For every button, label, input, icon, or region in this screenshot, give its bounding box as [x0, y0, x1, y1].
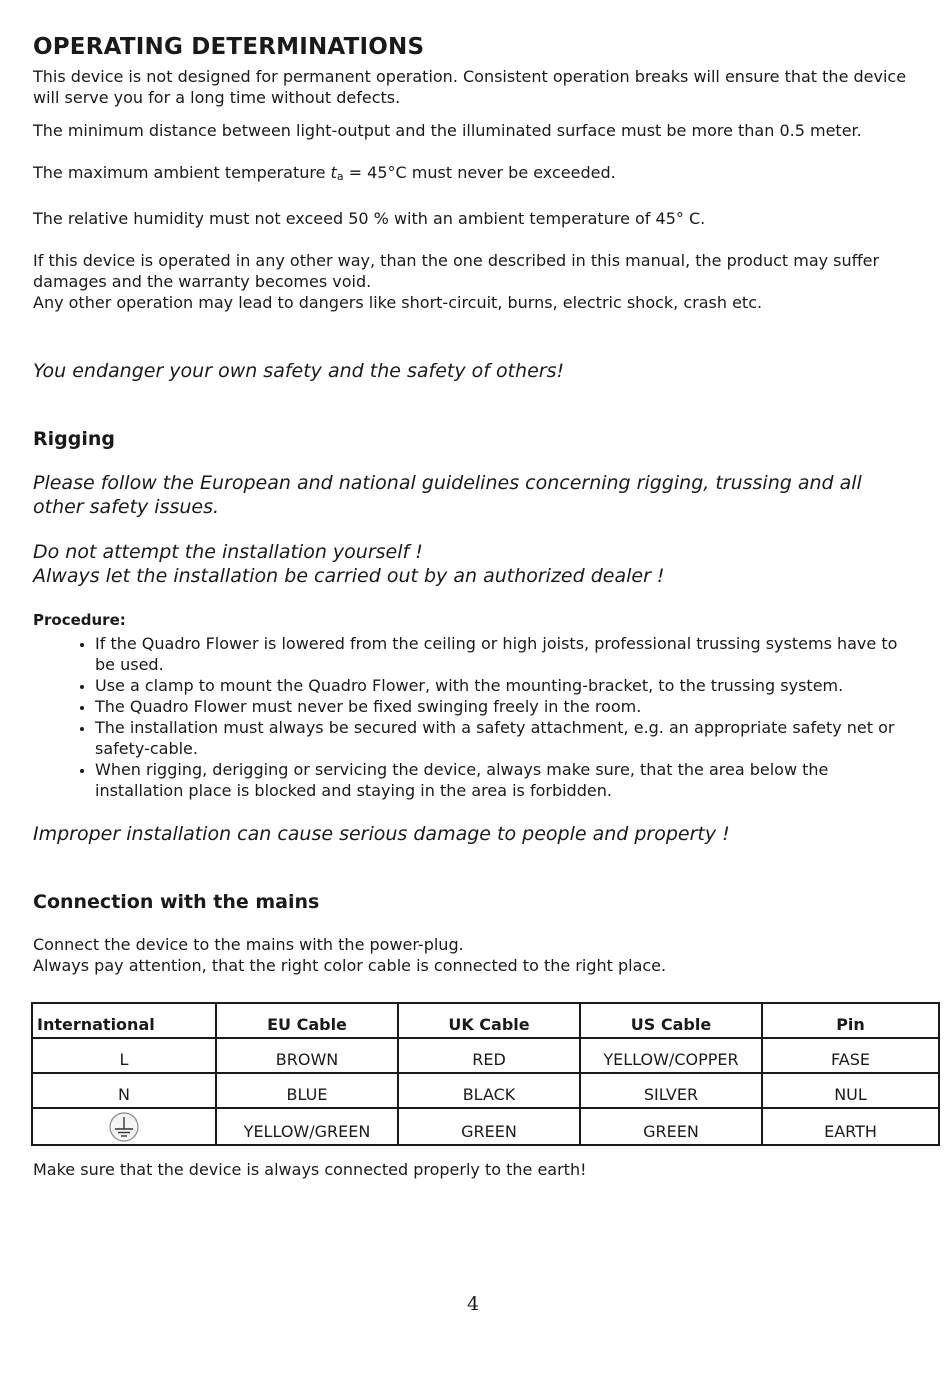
table-cell: GREEN	[580, 1108, 762, 1145]
table-header: International	[32, 1003, 216, 1038]
table-row	[32, 1108, 939, 1145]
mains-title: Connection with the mains	[33, 891, 320, 913]
table-cell	[32, 1108, 216, 1145]
page-number: 4	[466, 1293, 480, 1315]
list-item: • The installation must always be secured with a safety attachment, e.g. an appropriate safety net or safety-cable.	[95, 717, 913, 759]
rigging-warning: Improper installation can cause serious damage to people and property !	[33, 823, 730, 845]
mains-line2: Always pay attention, that the right color cable is connected to the right place.	[33, 956, 667, 975]
mains-footer: Make sure that the device is always connected properly to the earth!	[33, 1160, 587, 1179]
table-cell: RED	[398, 1038, 580, 1073]
table-cell: EARTH	[762, 1108, 939, 1145]
list-item: • If the Quadro Flower is lowered from the ceiling or high joists, professional trussing systems have to be used.	[95, 633, 913, 675]
table-header-row	[32, 1003, 939, 1038]
rigging-warn2: Always let the installation be carried out by an authorized dealer !	[33, 565, 665, 587]
operating-p4: The relative humidity must not exceed 50 % with an ambient temperature of 45° C.	[33, 209, 706, 228]
list-item: • The Quadro Flower must never be fixed swinging freely in the room.	[95, 696, 913, 717]
rigging-warn1: Do not attempt the installation yourself !	[33, 541, 423, 563]
operating-title: OPERATING DETERMINATIONS	[33, 34, 425, 60]
table-cell: GREEN	[398, 1108, 580, 1145]
table-cell: L	[32, 1038, 216, 1073]
table-cell: YELLOW/GREEN	[216, 1108, 398, 1145]
operating-warning: You endanger your own safety and the safety of others!	[33, 360, 565, 382]
list-item: • When rigging, derigging or servicing the device, always make sure, that the area below the installation place is blocked and staying in the area is forbidden.	[95, 759, 913, 801]
cable-table	[31, 1002, 940, 1146]
operating-p5: If this device is operated in any other way, than the one described in this manual, the product may suffer damages and the warranty becomes void.	[33, 251, 880, 291]
table-cell: BLACK	[398, 1073, 580, 1108]
table-row	[32, 1073, 939, 1108]
table-cell: NUL	[762, 1073, 939, 1108]
earth-ground-icon	[107, 1112, 141, 1142]
table-cell: N	[32, 1073, 216, 1108]
operating-p1: This device is not designed for permanent operation. Consistent operation breaks will ensure that the device will serve you for a long time without defects.	[33, 67, 907, 107]
table-row	[32, 1038, 939, 1073]
page-content	[33, 34, 913, 976]
table-cell: BROWN	[216, 1038, 398, 1073]
operating-p6: Any other operation may lead to dangers like short-circuit, burns, electric shock, crash etc.	[33, 293, 763, 312]
operating-p2: The minimum distance between light-output and the illuminated surface must be more than 0.5 meter.	[33, 121, 862, 140]
table-header: US Cable	[580, 1003, 762, 1038]
table-cell: BLUE	[216, 1073, 398, 1108]
table-cell: YELLOW/COPPER	[580, 1038, 762, 1073]
table-header: Pin	[762, 1003, 939, 1038]
table-cell: SILVER	[580, 1073, 762, 1108]
mains-line1: Connect the device to the mains with the power-plug.	[33, 935, 464, 954]
table-header: EU Cable	[216, 1003, 398, 1038]
table-cell: FASE	[762, 1038, 939, 1073]
operating-p3: The maximum ambient temperature ta = 45°C must never be exceeded.	[33, 163, 616, 183]
list-item: • Use a clamp to mount the Quadro Flower, with the mounting-bracket, to the trussing system.	[95, 675, 913, 696]
procedure-label: Procedure:	[33, 611, 126, 629]
table-header: UK Cable	[398, 1003, 580, 1038]
procedure-list	[33, 633, 913, 801]
rigging-guideline: Please follow the European and national guidelines concerning rigging, trussing and all other safety issues.	[33, 472, 862, 518]
rigging-title: Rigging	[33, 428, 115, 450]
